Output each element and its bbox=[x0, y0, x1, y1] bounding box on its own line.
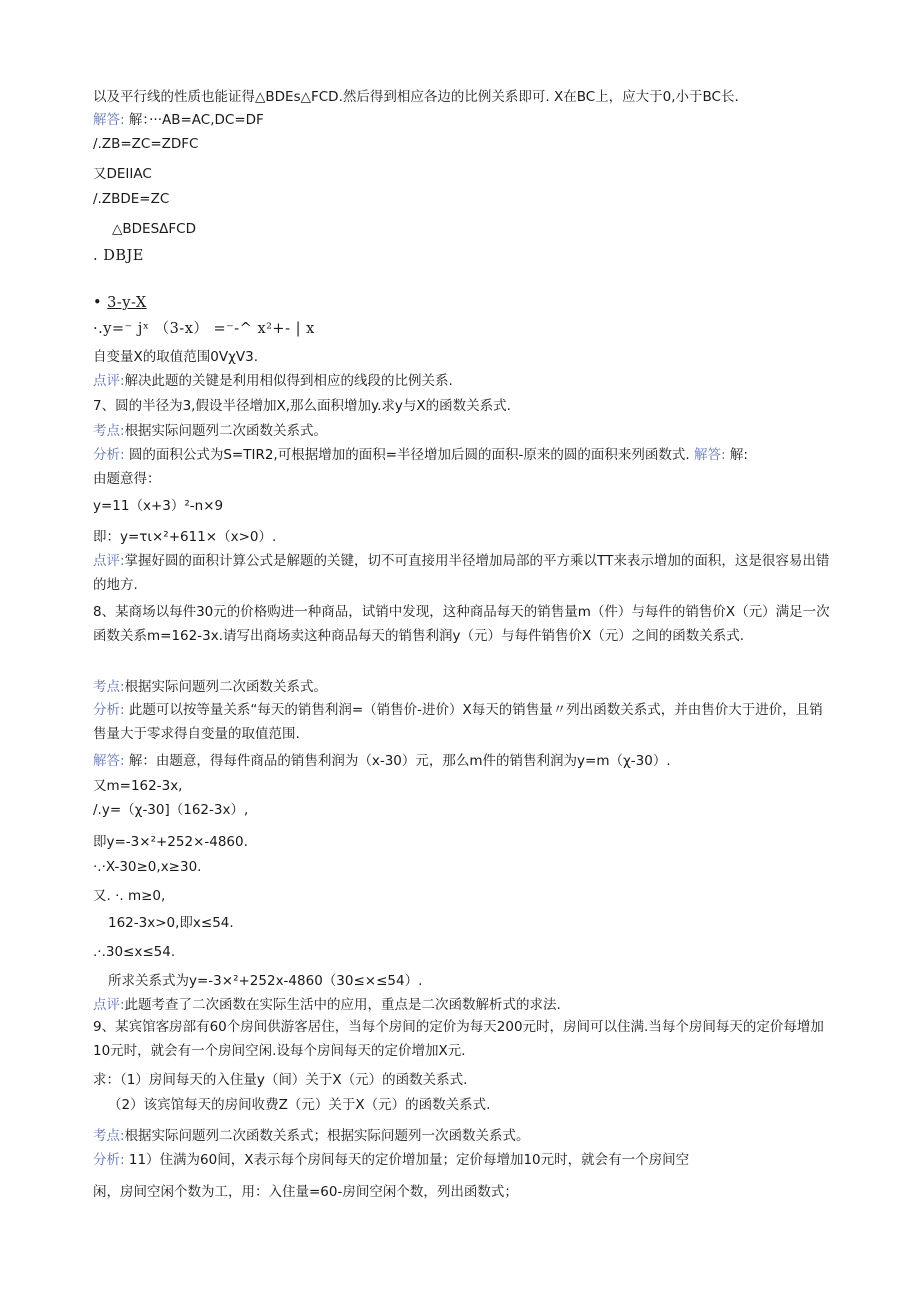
q8-step-6: 162-3x>0,即x≤54. bbox=[108, 915, 234, 931]
q8-step-1: 又m=162-3x, bbox=[93, 778, 183, 794]
prev-step-3: /.ZBDE=ZC bbox=[93, 191, 170, 207]
q7-analysis-line bbox=[93, 446, 833, 464]
q7-analysis-text: 圆的面积公式为S=TIR2,可根据增加的面积=半径增加后圆的面积-原来的圆的面积来列函数式. bbox=[128, 447, 690, 463]
prev-step-1: /.ZB=ZC=ZDFC bbox=[93, 136, 199, 152]
q8-point-text: 根据实际问题列二次函数关系式。 bbox=[124, 679, 328, 695]
prev-answer-text: 解：···AB=AC,DC=DF bbox=[128, 112, 264, 128]
point-label: 考点: bbox=[93, 1128, 125, 1144]
q8-point-line bbox=[93, 678, 833, 696]
q7-answer-inline: 解: bbox=[729, 447, 748, 463]
q7-point-line bbox=[93, 422, 833, 440]
q8-answer-text: 解：由题意，得每件商品的销售利润为（x-30）元，那么m件的销售利润为y=m（χ-30）. bbox=[128, 753, 671, 769]
comment-label: 点评: bbox=[93, 553, 125, 569]
q8-comment-text: 此题考查了二次函数在实际生活中的应用，重点是二次函数解析式的求法. bbox=[124, 997, 561, 1013]
point-label: 考点: bbox=[93, 423, 125, 439]
q8-step-5: 又. ·. m≥0, bbox=[93, 888, 166, 904]
q7-eq2: 即：y=τι×²+611×（x>0）. bbox=[93, 529, 277, 545]
prev-step-6-text: 3-y-X bbox=[107, 295, 147, 311]
q9-point-line bbox=[93, 1127, 833, 1145]
q7-answer-cont: 由题意得： bbox=[93, 471, 161, 487]
q8-answer-line bbox=[93, 752, 833, 770]
comment-label: 点评: bbox=[93, 997, 125, 1013]
prev-answer-line bbox=[93, 111, 833, 129]
answer-label: 解答: bbox=[694, 447, 726, 463]
q9-analysis-line bbox=[93, 1151, 833, 1169]
q8-step-2: /.y=（χ-30]（162-3x）, bbox=[93, 802, 249, 818]
prev-comment-text: 解决此题的关键是利用相似得到相应的线段的比例关系. bbox=[124, 373, 453, 389]
q9-req-1: 求：（1）房间每天的入住量y（间）关于X（元）的函数关系式. bbox=[93, 1072, 468, 1088]
analysis-label: 分析: bbox=[93, 447, 125, 463]
q8-analysis-line bbox=[93, 698, 833, 746]
prev-step-4: △BDESΔFCD bbox=[112, 221, 196, 237]
q9-analysis-cont: 闲，房间空闲个数为工，用：入住量=60-房间空闲个数，列出函数式； bbox=[93, 1184, 518, 1200]
q9-point-text: 根据实际问题列二次函数关系式；根据实际问题列一次函数关系式。 bbox=[124, 1128, 530, 1144]
prev-step-2: 又DEIIAC bbox=[93, 166, 152, 182]
analysis-label: 分析: bbox=[93, 1152, 125, 1168]
prev-step-5: . DBJE bbox=[93, 248, 144, 264]
bullet: • bbox=[93, 295, 103, 311]
answer-label: 解答: bbox=[93, 112, 125, 128]
q8-analysis-text: 此题可以按等量关系“每天的销售利润=（销售价-进价）X每天的销售量〃列出函数关系式，并由售价大于进价，且销售量大于零求得自变量的取值范围. bbox=[93, 702, 823, 742]
q9-req-2: （2）该宾馆每天的房间收费Z（元）关于X（元）的函数关系式. bbox=[108, 1097, 491, 1113]
q7-eq1: y=11（x+3）²-n×9 bbox=[93, 498, 224, 514]
analysis-label: 分析: bbox=[93, 702, 125, 718]
q7-comment-text: 掌握好圆的面积计算公式是解题的关键，切不可直接用半径增加局部的平方乘以TT来表示增加的面积，这是很容易出错的地方. bbox=[93, 553, 830, 593]
q8-stem: 8、某商场以每件30元的价格购进一种商品，试销中发现，这种商品每天的销售量m（件）与每件的销售价X（元）满足一次函数关系m=162-3x.请写出商场卖这种商品每天的销售利润y（元）与每件销售价X（元）之间的函数关系式. bbox=[93, 604, 830, 644]
q7-stem: 7、圆的半径为3,假设半径增加X,那么面积增加y.求y与X的函数关系式. bbox=[93, 398, 511, 414]
q8-step-3: 即y=-3×²+252×-4860. bbox=[93, 834, 248, 850]
point-label: 考点: bbox=[93, 679, 125, 695]
prev-step-7: ·.y=⁻ jˣ （3-x） =⁻-^ x²+- | x bbox=[93, 321, 315, 337]
answer-label: 解答: bbox=[93, 753, 125, 769]
q9-stem: 9、某宾馆客房部有60个房间供游客居住，当每个房间的定价为每天200元时，房间可以住满.当每个房间每天的定价每增加10元时，就会有一个房间空闲.设每个房间每天的定价增加X元. bbox=[93, 1019, 824, 1059]
prev-step-6 bbox=[93, 294, 833, 312]
q8-comment-line bbox=[93, 996, 833, 1014]
q8-step-7: .·.30≤x≤54. bbox=[93, 944, 176, 960]
q8-step-4: ·.·X-30≥0,x≥30. bbox=[93, 859, 202, 875]
prev-comment-line bbox=[93, 372, 833, 390]
comment-label: 点评: bbox=[93, 373, 125, 389]
q7-comment bbox=[93, 549, 833, 597]
q8-step-8: 所求关系式为y=-3×²+252x-4860（30≤×≤54）. bbox=[108, 973, 423, 989]
q9-analysis-text: 11）住满为60间，X表示每个房间每天的定价增加量；定价每增加10元时，就会有一个房间空 bbox=[128, 1152, 690, 1168]
prev-intro-line: 以及平行线的性质也能证得△BDEs△FCD.然后得到相应各边的比例关系即可. X在BC上，应大于0,小于BC长. bbox=[93, 89, 739, 105]
q7-point-text: 根据实际问题列二次函数关系式。 bbox=[124, 423, 328, 439]
prev-domain-line: 自变量X的取值范围0VχV3. bbox=[93, 349, 258, 365]
